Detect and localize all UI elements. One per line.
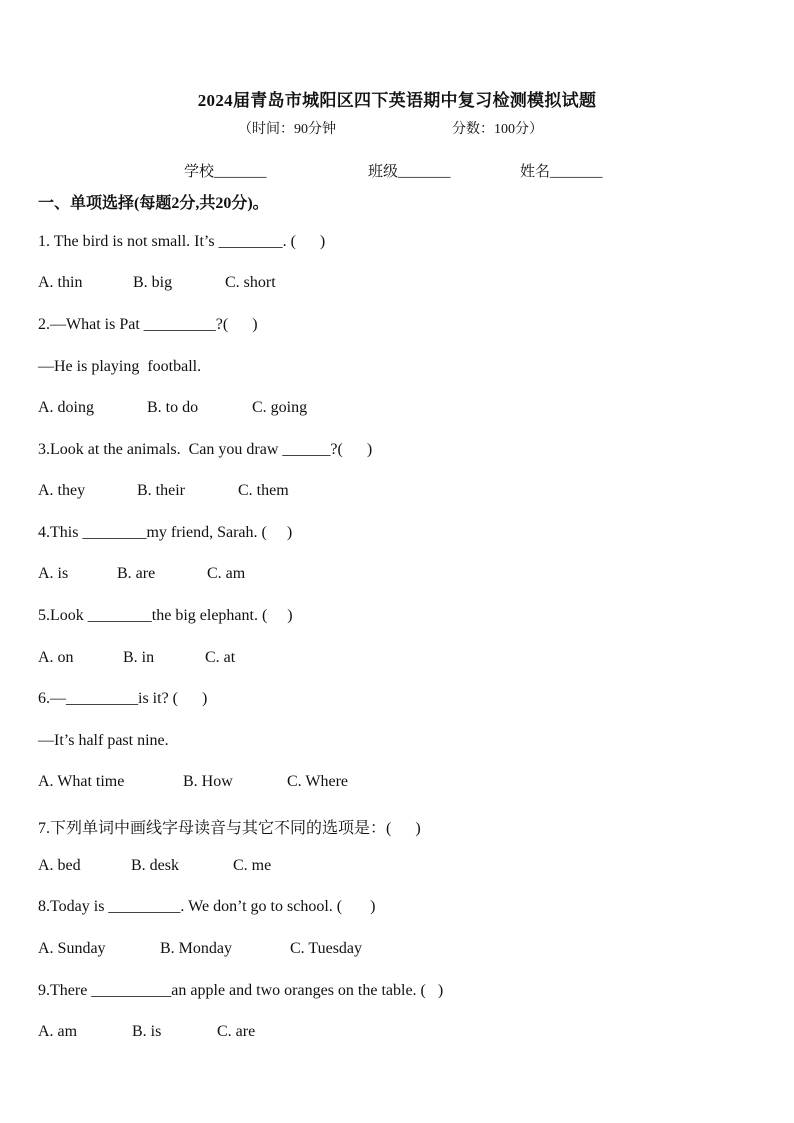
question-9-stem: 9.There __________an apple and two oranges on the table. ( ) bbox=[38, 982, 444, 999]
option-a: A. they bbox=[38, 482, 86, 499]
question-6-options bbox=[38, 773, 348, 791]
question-4-stem: 4.This ________my friend, Sarah. ( ) bbox=[38, 524, 293, 541]
question-3-stem: 3.Look at the animals. Can you draw ______?( ) bbox=[38, 441, 373, 458]
option-b: B. desk bbox=[131, 857, 179, 874]
question-2-stem: 2.—What is Pat _________?( ) bbox=[38, 316, 258, 333]
question-1-stem: 1. The bird is not small. It’s ________. ( ) bbox=[38, 233, 326, 250]
option-c: C. Where bbox=[287, 773, 349, 790]
class-field: 班级_______ bbox=[368, 164, 451, 180]
option-a: A. What time bbox=[38, 773, 125, 790]
option-a: A. bed bbox=[38, 857, 81, 874]
question-6-answer-line: —It’s half past nine. bbox=[38, 732, 169, 749]
option-c: C. me bbox=[233, 857, 272, 874]
option-c: C. them bbox=[238, 482, 289, 499]
question-4-options bbox=[38, 565, 245, 583]
question-7-stem: 7.下列单词中画线字母读音与其它不同的选项是：( ) bbox=[38, 820, 421, 837]
question-1-options bbox=[38, 274, 276, 292]
question-8-options bbox=[38, 940, 362, 958]
option-b: B. big bbox=[133, 274, 173, 291]
option-a: A. on bbox=[38, 649, 74, 666]
section-title: 一、单项选择(每题2分,共20分)。 bbox=[38, 195, 269, 212]
question-2-answer-line: —He is playing football. bbox=[38, 358, 202, 375]
question-6-stem: 6.—_________is it? ( ) bbox=[38, 690, 208, 707]
question-5-stem: 5.Look ________the big elephant. ( ) bbox=[38, 607, 293, 624]
question-5-options bbox=[38, 649, 235, 667]
option-c: C. Tuesday bbox=[290, 940, 363, 957]
question-7-options bbox=[38, 857, 271, 875]
question-3-options bbox=[38, 482, 289, 500]
exam-title: 2024届青岛市城阳区四下英语期中复习检测模拟试题 bbox=[197, 91, 597, 110]
question-2-options bbox=[38, 399, 307, 417]
school-field: 学校_______ bbox=[184, 164, 267, 180]
option-c: C. going bbox=[252, 399, 308, 416]
question-9-options bbox=[38, 1023, 255, 1041]
option-b: B. How bbox=[183, 773, 233, 790]
option-c: C. am bbox=[207, 565, 246, 582]
question-8-stem: 8.Today is _________. We don’t go to school. ( ) bbox=[38, 898, 376, 915]
option-b: B. are bbox=[117, 565, 156, 582]
name-field: 姓名_______ bbox=[520, 164, 603, 180]
option-b: B. is bbox=[132, 1023, 162, 1040]
option-b: B. their bbox=[137, 482, 185, 499]
option-a: A. thin bbox=[38, 274, 83, 291]
option-b: B. Monday bbox=[160, 940, 232, 957]
option-a: A. doing bbox=[38, 399, 94, 416]
option-b: B. in bbox=[123, 649, 155, 666]
exam-score: 分数：100分） bbox=[452, 122, 543, 137]
option-b: B. to do bbox=[147, 399, 199, 416]
exam-time: （时间：90分钟 bbox=[238, 122, 336, 137]
option-c: C. short bbox=[225, 274, 276, 291]
option-a: A. Sunday bbox=[38, 940, 106, 957]
option-c: C. are bbox=[217, 1023, 256, 1040]
option-c: C. at bbox=[205, 649, 236, 666]
option-a: A. am bbox=[38, 1023, 78, 1040]
option-a: A. is bbox=[38, 565, 69, 582]
